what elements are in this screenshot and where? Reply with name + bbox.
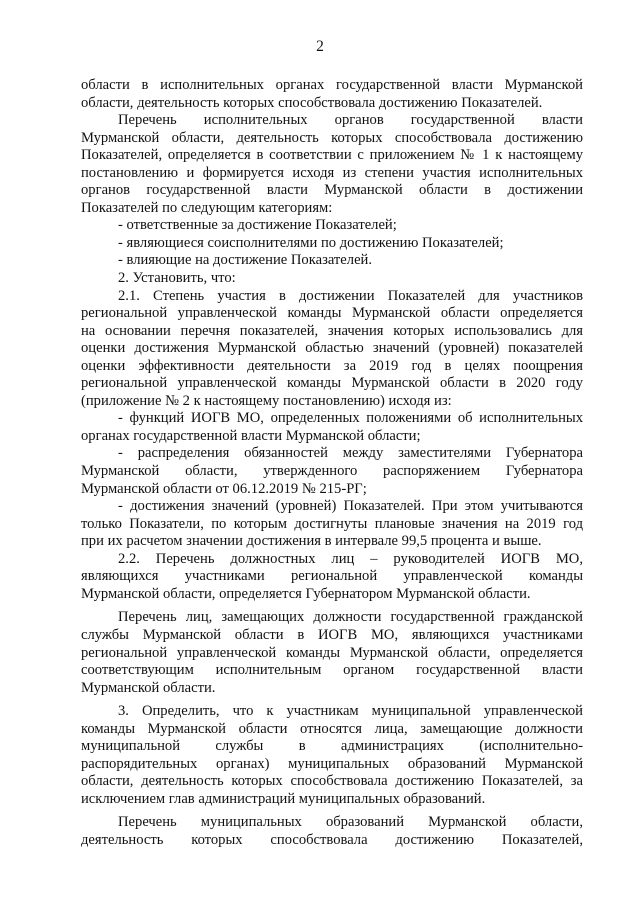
text-line: являющихся участниками региональной управленческой команды — [81, 568, 583, 585]
text-line: Перечень лиц, замещающих должности государственной гражданской — [118, 609, 583, 626]
paragraph — [81, 609, 583, 697]
text-line: региональной управленческой команды Мурманской области, определяется — [81, 644, 583, 661]
document-body — [81, 77, 583, 850]
text-line: службы Мурманской области в ИОГВ МО, являющихся участниками — [81, 626, 583, 643]
paragraph — [81, 252, 583, 270]
text-line: Мурманской области, определяется Губернатором Мурманской области. — [81, 585, 531, 602]
paragraph — [81, 703, 583, 808]
text-line: при их расчетом значении достижения в интервале 99,5 процента и выше. — [81, 533, 542, 550]
text-line: органов государственной власти Мурманской области в достижении — [81, 182, 583, 199]
text-line: - распределения обязанностей между заместителями Губернатора — [118, 445, 583, 462]
paragraph — [81, 235, 583, 253]
text-line: соответствующим исполнительным органом государственной власти — [81, 662, 583, 679]
text-line: исключением глав администраций муниципальных образований. — [81, 790, 486, 807]
text-line: Мурманской области, утвержденного распоряжением Губернатора — [81, 463, 583, 480]
text-line: области, деятельность которых способствовала достижению Показателей, за — [81, 773, 583, 790]
text-line: региональной управленческой команды Мурманской области в 2020 году — [81, 375, 583, 392]
paragraph — [81, 288, 583, 411]
text-line: - являющиеся соисполнителями по достижению Показателей; — [118, 234, 504, 251]
text-line: Показателей, определяется в соответствии с приложением № 1 к настоящему — [81, 147, 583, 164]
paragraph — [81, 112, 583, 217]
text-line: 3. Определить, что к участникам муниципальной управленческой — [118, 703, 583, 720]
paragraph — [81, 270, 583, 288]
text-line: деятельность которых способствовала достижению Показателей, — [81, 831, 583, 848]
text-line: распорядительных органах) муниципальных образований Мурманской — [81, 755, 583, 772]
paragraph — [81, 551, 583, 604]
text-line: на основании перечня показателей, значения которых использовались для — [81, 322, 583, 339]
text-line: области, деятельность которых способствовала достижению Показателей. — [81, 94, 543, 111]
text-line: 2.2. Перечень должностных лиц – руководителей ИОГВ МО, — [118, 550, 583, 567]
paragraph — [81, 445, 583, 498]
text-line: 2.1. Степень участия в достижении Показателей для участников — [118, 287, 583, 304]
paragraph — [81, 814, 583, 849]
paragraph — [81, 217, 583, 235]
text-line: оценки эффективности деятельности за 2019 год в целях поощрения — [81, 357, 583, 374]
text-line: (приложение № 2 к настоящему постановлению) исходя из: — [81, 392, 452, 409]
paragraph — [81, 77, 583, 112]
paragraph — [81, 498, 583, 551]
text-line: Показателей по следующим категориям: — [81, 199, 333, 216]
text-line: 2. Установить, что: — [118, 270, 236, 287]
text-line: - функций ИОГВ МО, определенных положениями об исполнительных — [118, 410, 583, 427]
text-line: области в исполнительных органах государственной власти Мурманской — [81, 77, 583, 93]
text-line: - достижения значений (уровней) Показателей. При этом учитываются — [118, 498, 583, 515]
text-line: постановлению и формируется исходя из степени участия исполнительных — [81, 164, 583, 181]
text-line: Перечень исполнительных органов государственной власти — [118, 112, 583, 129]
text-line: Мурманской области, деятельность которых способствовала достижению — [81, 129, 583, 146]
text-line: только Показатели, по которым достигнуты плановые значения на 2019 год — [81, 515, 583, 532]
text-line: Мурманской области от 06.12.2019 № 215-РГ; — [81, 480, 367, 497]
text-line: оценки достижения Мурманской областью значений (уровней) показателей — [81, 340, 583, 357]
text-line: региональной управленческой команды Мурманской области определяется — [81, 305, 583, 322]
text-line: Перечень муниципальных образований Мурманской области, — [118, 814, 583, 831]
text-line: команды Мурманской области относятся лица, замещающие должности — [81, 720, 583, 737]
text-line: - влияющие на достижение Показателей. — [118, 252, 373, 269]
text-line: органах государственной власти Мурманской области; — [81, 427, 421, 444]
text-line: - ответственные за достижение Показателей; — [118, 217, 397, 234]
paragraph — [81, 410, 583, 445]
text-line: Мурманской области. — [81, 679, 216, 696]
text-line: муниципальной службы в администрациях (исполнительно- — [81, 738, 583, 755]
page-number: 2 — [316, 38, 324, 55]
